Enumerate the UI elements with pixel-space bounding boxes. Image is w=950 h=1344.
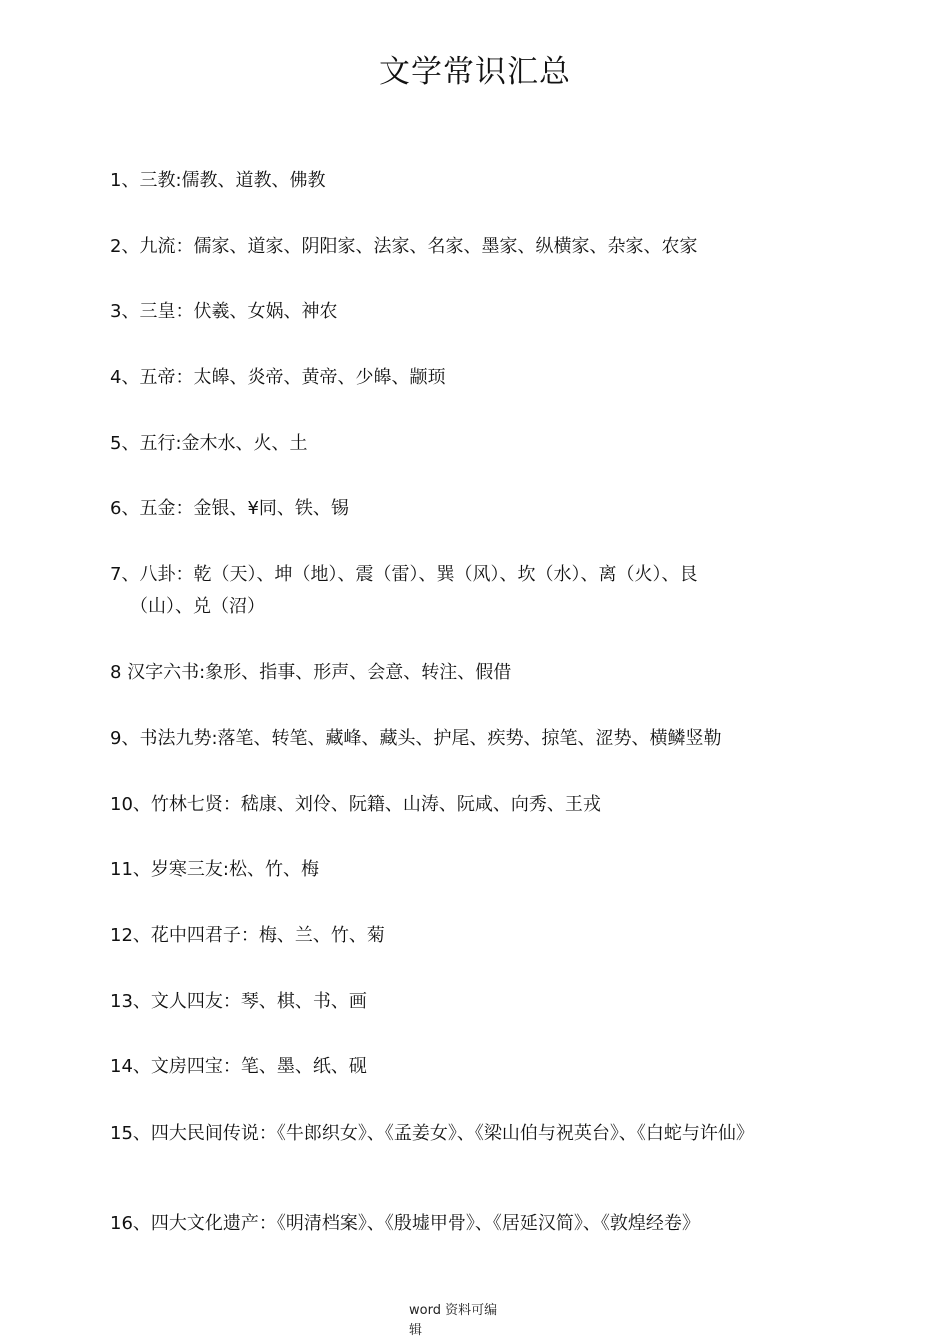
list-item: 16、四大文化遗产：《明清档案》、《殷墟甲骨》、《居延汉简》、《敦煌经卷》	[110, 1213, 700, 1234]
list-item: 9、书法九势:落笔、转笔、藏峰、藏头、护尾、疾势、掠笔、涩势、横鳞竖勒	[110, 728, 722, 749]
list-item: 10、竹林七贤：嵇康、刘伶、阮籍、山涛、阮咸、向秀、王戎	[110, 794, 601, 815]
footer-line: 辑	[409, 1323, 423, 1338]
list-item: 6、五金：金银、¥同、铁、锡	[110, 498, 349, 519]
list-item: 8 汉字六书:象形、指事、形声、会意、转注、假借	[110, 662, 512, 683]
footer-line: word 资料可编	[409, 1303, 498, 1318]
list-item: 2、九流：儒家、道家、阴阳家、法家、名家、墨家、纵横家、杂家、农家	[110, 236, 698, 257]
list-item: 1、三教:儒教、道教、佛教	[110, 170, 326, 191]
page-title: 文学常识汇总	[379, 54, 571, 90]
list-item: 5、五行:金木水、火、土	[110, 433, 308, 454]
list-item-line: 7、八卦：乾（天）、坤（地）、震（雷）、巽（风）、坎（水）、离（火）、艮	[110, 564, 698, 585]
list-item	[110, 559, 840, 623]
list-item: 11、岁寒三友:松、竹、梅	[110, 859, 319, 880]
list-item: 13、文人四友：琴、棋、书、画	[110, 991, 367, 1012]
list-item: 4、五帝：太皞、炎帝、黄帝、少皞、颛顼	[110, 367, 446, 388]
list-item: 14、文房四宝：笔、墨、纸、砚	[110, 1056, 367, 1077]
list-item: 12、花中四君子：梅、兰、竹、菊	[110, 925, 385, 946]
list-item: 15、四大民间传说：《牛郎织女》、《孟姜女》、《梁山伯与祝英台》、《白蛇与许仙》	[110, 1123, 754, 1144]
list-item-continuation: （山）、兑（沼）	[130, 596, 265, 617]
page-footer	[409, 1301, 509, 1341]
list-item: 3、三皇：伏羲、女娲、神农	[110, 301, 338, 322]
